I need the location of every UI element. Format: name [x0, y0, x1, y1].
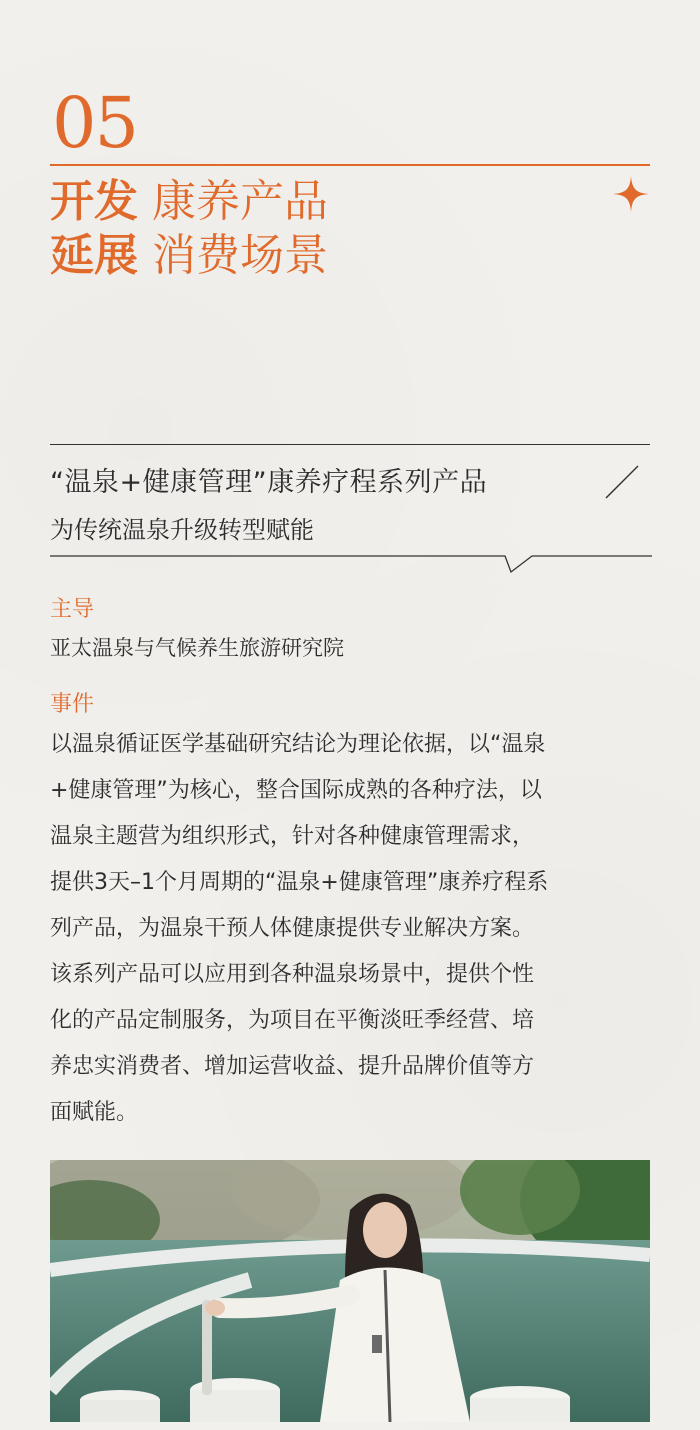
section-number: 05: [52, 82, 138, 164]
hot-spring-photo: [50, 1160, 650, 1422]
event-line: 化的产品定制服务，为项目在平衡淡旺季经营、培: [50, 1008, 535, 1033]
speech-bubble-rule: [50, 548, 652, 574]
event-line: 面赋能。: [50, 1100, 139, 1125]
headline-2-light: 消费场景: [152, 230, 328, 281]
event-label: 事件: [50, 692, 95, 717]
photo-illustration: [50, 1160, 650, 1422]
event-body: [50, 722, 655, 1136]
event-line: 该系列产品可以应用到各种温泉场景中，提供个性: [50, 962, 535, 987]
subtitle-top-rule: [50, 444, 650, 445]
headline-1-bold: 开发: [50, 176, 138, 227]
lead-label: 主导: [50, 597, 95, 622]
subtitle-caption: 为传统温泉升级转型赋能: [50, 516, 314, 544]
headline-line-2: [50, 230, 328, 281]
event-line: 提供3天–1个月周期的“温泉+健康管理”康养疗程系: [50, 870, 549, 895]
headline-1-light: 康养产品: [152, 176, 328, 227]
lead-value: 亚太温泉与气候养生旅游研究院: [50, 636, 344, 660]
sparkle-icon: [613, 176, 649, 212]
subtitle-title: “温泉+健康管理”康养疗程系列产品: [50, 467, 488, 498]
event-line: 养忠实消费者、增加运营收益、提升品牌价值等方: [50, 1054, 535, 1079]
event-line: 以温泉循证医学基础研究结论为理论依据，以“温泉: [50, 732, 546, 757]
event-line: 列产品，为温泉干预人体健康提供专业解决方案。: [50, 916, 535, 941]
event-line: 温泉主题营为组织形式，针对各种健康管理需求，: [50, 824, 535, 849]
slash-decoration: [598, 462, 644, 502]
top-divider: [50, 164, 650, 166]
headline-line-1: [50, 176, 328, 227]
headline-2-bold: 延展: [50, 230, 138, 281]
event-line: +健康管理”为核心，整合国际成熟的各种疗法，以: [50, 778, 542, 803]
